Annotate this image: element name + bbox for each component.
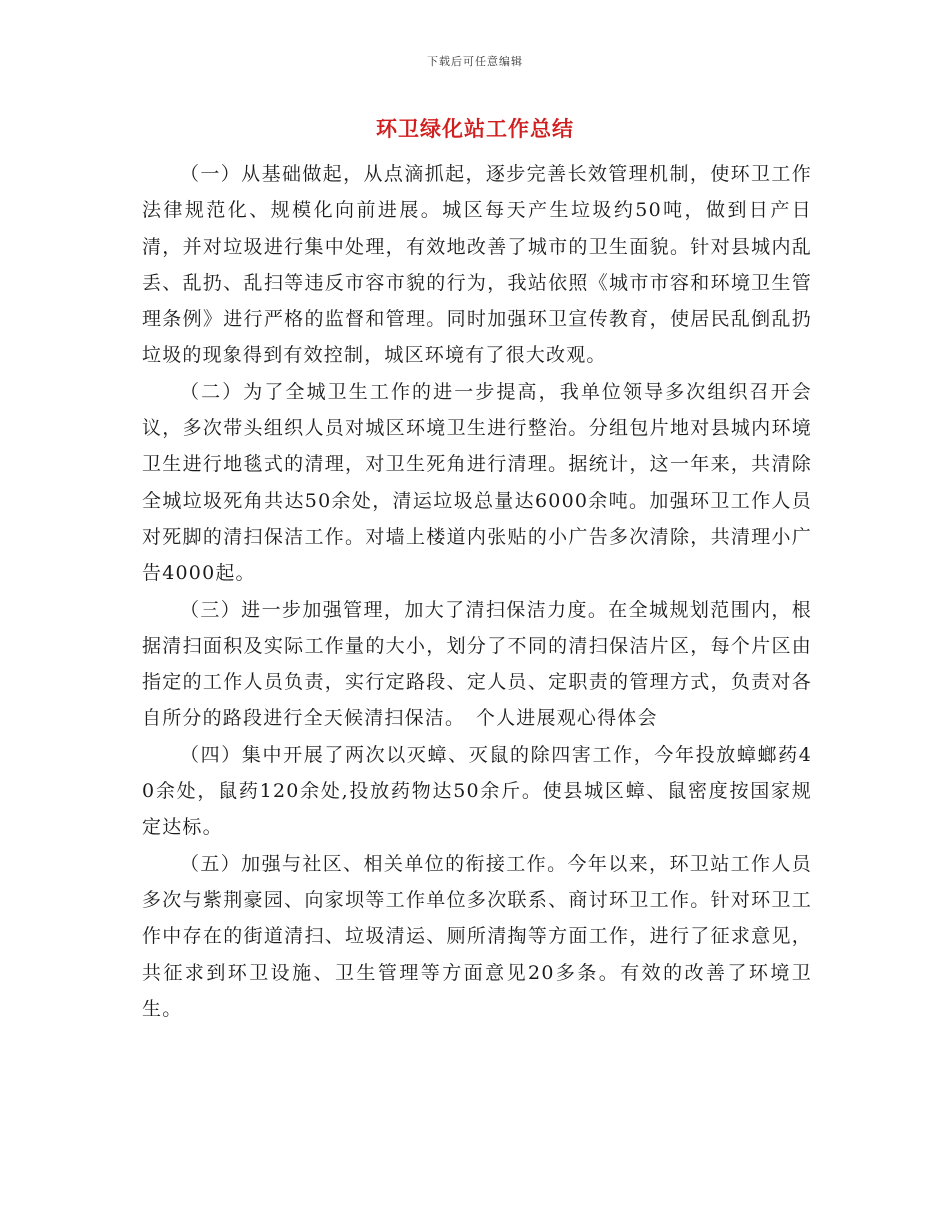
- document-body: [142, 156, 812, 1027]
- paragraph-3: （三）进一步加强管理，加大了清扫保洁力度。在全城规划范围内，根据清扫面积及实际工作量的大小，划分了不同的清扫保洁片区，每个片区由指定的工作人员负责，实行定路段、定人员、定职责的管理方式，负责对各自所分的路段进行全天候清扫保洁。 个人进展观心得体会: [142, 598, 812, 730]
- paragraph-4: （四）集中开展了两次以灭蟑、灭鼠的除四害工作，今年投放蟑螂药40余处，鼠药120余处,投放药物达50余斤。使县城区蟑、鼠密度按国家规定达标。: [142, 743, 812, 839]
- paragraph-5: （五）加强与社区、相关单位的衔接工作。今年以来，环卫站工作人员多次与紫荆豪园、向家坝等工作单位多次联系、商讨环卫工作。针对环卫工作中存在的街道清扫、垃圾清运、厕所清掏等方面工作，进行了征求意见，共征求到环卫设施、卫生管理等方面意见20多条。有效的改善了环境卫生。: [142, 852, 812, 1020]
- paragraph-1: （一）从基础做起，从点滴抓起，逐步完善长效管理机制，使环卫工作法律规范化、规模化向前进展。城区每天产生垃圾约50吨，做到日产日清，并对垃圾进行集中处理，有效地改善了城市的卫生面貌。针对县城内乱丢、乱扔、乱扫等违反市容市貌的行为，我站依照《城市市容和环境卫生管理条例》进行严格的监督和管理。同时加强环卫宣传教育，使居民乱倒乱扔垃圾的现象得到有效控制，城区环境有了很大改观。: [142, 163, 812, 367]
- header-note: 下载后可任意编辑: [427, 55, 523, 68]
- document-title: 环卫绿化站工作总结: [376, 116, 574, 141]
- paragraph-2: （二）为了全城卫生工作的进一步提高，我单位领导多次组织召开会议，多次带头组织人员对城区环境卫生进行整治。分组包片地对县城内环境卫生进行地毯式的清理，对卫生死角进行清理。据统计，这一年来，共清除全城垃圾死角共达50余处，清运垃圾总量达6000余吨。加强环卫工作人员对死脚的清扫保洁工作。对墙上楼道内张贴的小广告多次清除，共清理小广告4000起。: [142, 380, 812, 585]
